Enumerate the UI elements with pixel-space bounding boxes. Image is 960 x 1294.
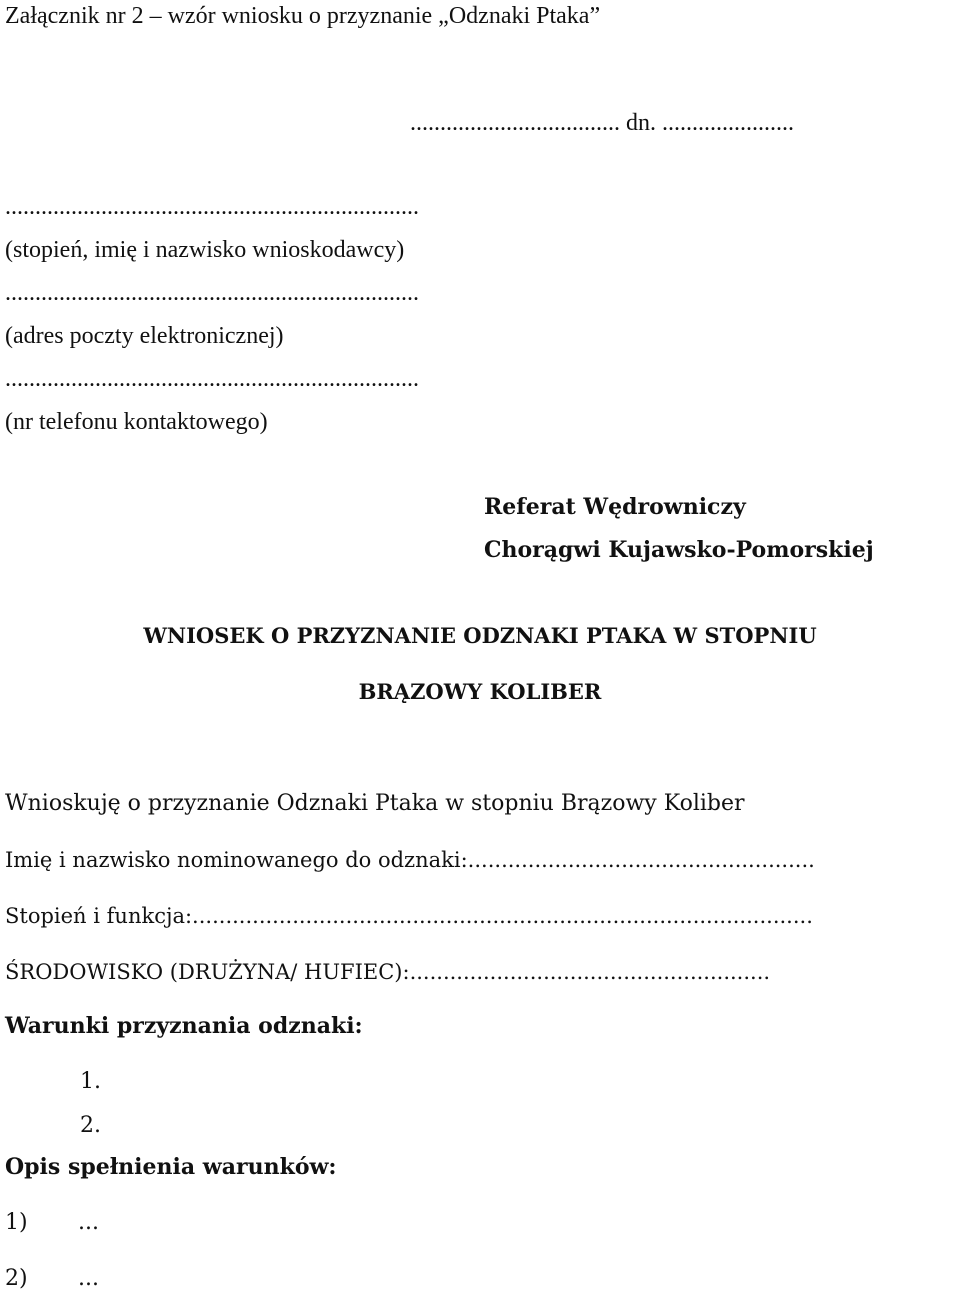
applicant-phone-label: (nr telefonu kontaktowego) <box>5 409 268 435</box>
fulfillment-heading: Opis spełnienia warunków: <box>5 1154 337 1180</box>
request-sentence: Wnioskuję o przyznanie Odznaki Ptaka w stopniu Brązowy Koliber <box>5 791 745 816</box>
applicant-rank-dots: ..................................................................... <box>5 194 419 220</box>
condition-item-2: 2. <box>80 1113 101 1138</box>
fulfillment-item-2-text: ... <box>78 1266 99 1291</box>
form-title-line-1: WNIOSEK O PRZYZNANIE ODZNAKI PTAKA W STOPNIU <box>143 623 817 648</box>
recipient-line-2: Chorągwi Kujawsko-Pomorskiej <box>484 537 874 563</box>
conditions-heading: Warunki przyznania odznaki: <box>5 1013 363 1039</box>
applicant-email-dots: ..................................................................... <box>5 280 419 306</box>
applicant-rank-label: (stopień, imię i nazwisko wnioskodawcy) <box>5 237 405 263</box>
condition-item-1: 1. <box>80 1069 101 1094</box>
applicant-phone-dots: ..................................................................... <box>5 366 419 392</box>
form-title-line-2: BRĄZOWY KOLIBER <box>358 679 602 704</box>
fulfillment-item-1-text: ... <box>78 1210 99 1235</box>
date-line: ................................... dn. ...................... <box>410 110 794 136</box>
fulfillment-item-2-number: 2) <box>5 1266 28 1291</box>
recipient-line-1: Referat Wędrowniczy <box>484 494 746 520</box>
unit-field: ŚRODOWISKO (DRUŻYNA/ HUFIEC):...................................................... <box>5 960 771 984</box>
nominee-name-field: Imię i nazwisko nominowanego do odznaki:.................................................... <box>5 848 815 872</box>
applicant-email-label: (adres poczty elektronicznej) <box>5 323 284 349</box>
fulfillment-item-1-number: 1) <box>5 1210 28 1235</box>
rank-function-field: Stopień i funkcja:............................................................................................. <box>5 904 813 928</box>
annex-header: Załącznik nr 2 – wzór wniosku o przyznanie „Odznaki Ptaka” <box>5 3 601 29</box>
